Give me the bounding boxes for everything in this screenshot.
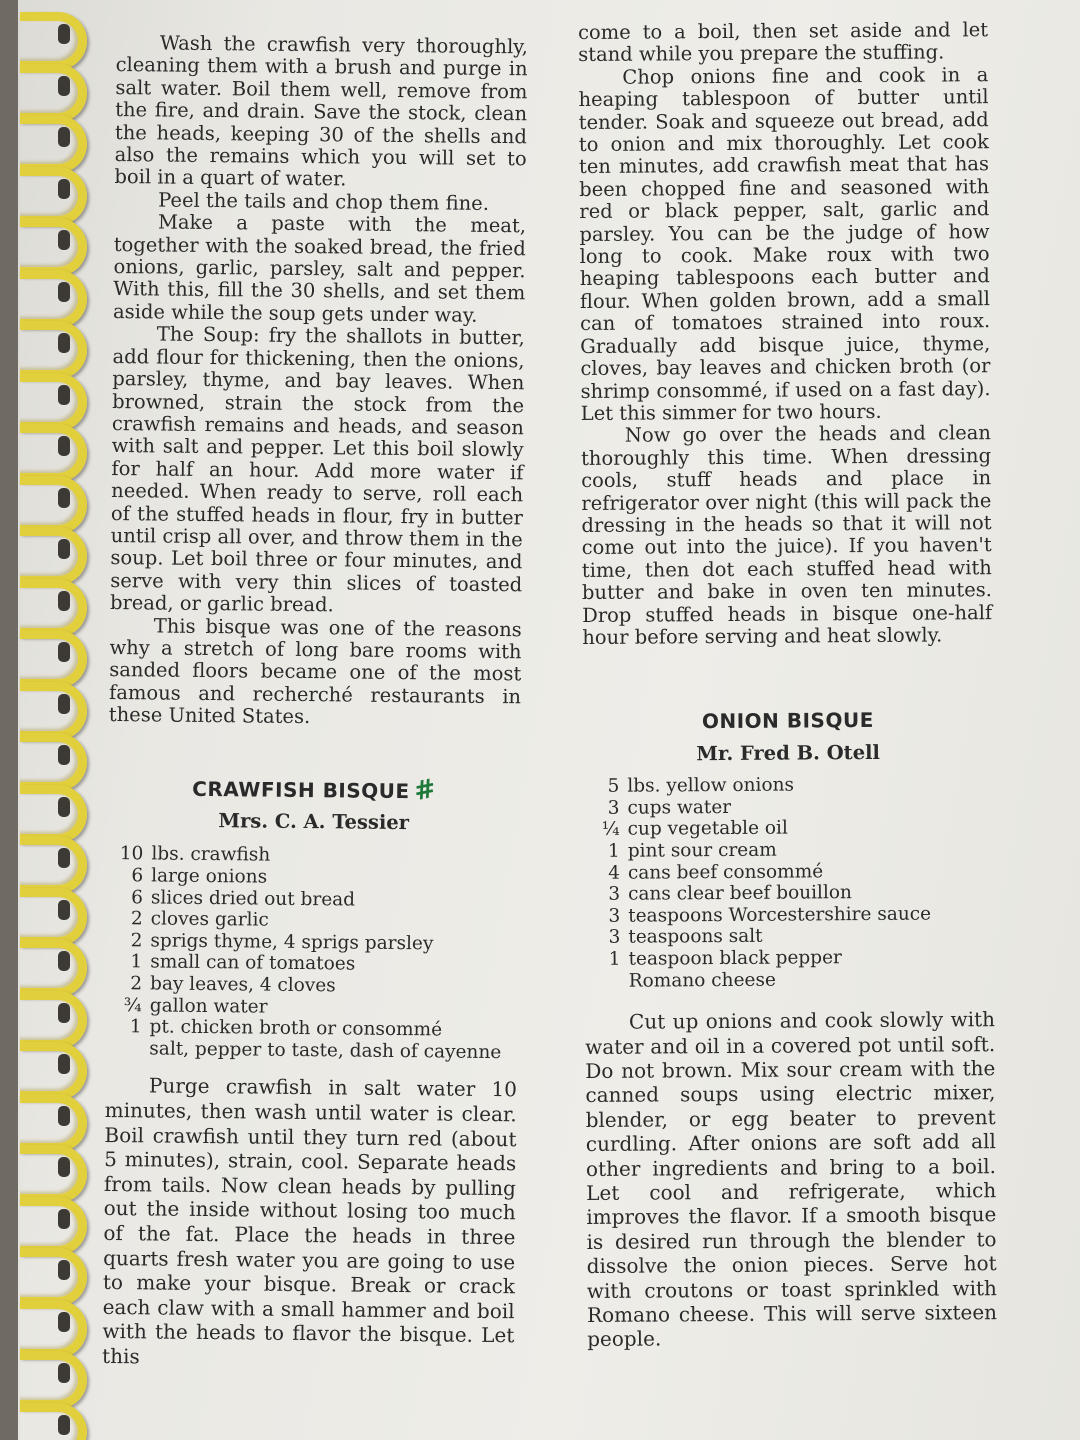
binding-hole xyxy=(58,385,70,405)
ingredient-text: pint sour cream xyxy=(627,839,777,862)
continued-paragraph: Chop onions fine and cook in a heaping tablespoon of butter until tender. Soak and squeeze out bread, add to onion and mix thoroughly. Let cook ten minutes, add crawfish meat that has been chopped fine and seasoned with red or black pepper, salt, garlic and parsley. You can be the judge of how long to cook. Make roux with two heaping tablespoons each butter and flour. When golden brown, add a small can of tomatoes strained into roux. Gradually add bisque juice, thyme, cloves, bay leaves and chicken broth (or shrimp consommé, if used on a fast day). Let this simmer for two hours. xyxy=(578,62,991,425)
ingredient-quantity: 4 xyxy=(608,862,621,884)
ingredient-text: lbs. crawfish xyxy=(151,843,271,867)
recipe-directions: Purge crawfish in salt water 10 minutes, then wash until water is clear. Boil crawfish until they turn red (about 5 minutes), strain, cool. Separate heads from tails. Now clean heads by pulling out the inside without losing too much of the fat. Place the heads in three quarts fresh water you are going to use to make your bisque. Break or crack each claw with a small hammer and boil with the heads to flavor the bisque. Let this xyxy=(102,1073,518,1369)
binding-ring xyxy=(20,115,87,173)
ingredient-text: cups water xyxy=(627,796,732,819)
ingredient-quantity: 2 xyxy=(130,929,143,952)
binding-ring xyxy=(20,527,87,585)
ingredient-text: teaspoon black pepper xyxy=(628,947,842,970)
binding-ring xyxy=(20,1248,87,1306)
recipe-directions: Cut up onions and cook slowly with water and oil in a covered pot until soft. Do not brown. Mix sour cream with the canned soups using electric mixer, blender, or egg beater to prevent curdling. After onions are soft add all other ingredients and bring to a boil. Let cool and refrigerate, which improves the flavor. If a smooth bisque is desired run through the blender to dissolve the onion pieces. Serve hot with croutons or toast sprinkled with Romano cheese. This will serve sixteen people. xyxy=(585,1007,998,1352)
ingredient-quantity xyxy=(585,970,629,992)
intro-paragraph: The Soup: fry the shallots in butter, add flour for thickening, then the onions, parsley, thyme, and bay leaves. When browned, strain the stock from the crawfish remains and heads, and season with salt and pepper. Let this boil slowly for half an hour. Add more water if needed. When ready to serve, roll each of the stuffed heads in flour, fry in butter until crisp all over, and throw them in the soup. Let boil three or four minutes, and serve with very thin slices of toasted bread, or garlic bread. xyxy=(109,322,525,617)
binding-hole xyxy=(58,848,70,868)
binding-ring xyxy=(20,1042,87,1100)
binding-ring xyxy=(20,270,87,328)
binding-ring xyxy=(20,321,87,379)
binding-hole xyxy=(58,230,70,250)
ingredient-item xyxy=(583,773,993,797)
right-column xyxy=(578,19,997,1352)
ingredient-quantity: 1 xyxy=(608,948,621,970)
ingredient-text: cloves garlic xyxy=(150,908,269,931)
binding-hole xyxy=(58,179,70,199)
recipe-author: Mr. Fred B. Otell xyxy=(696,740,880,765)
binding-ring xyxy=(20,836,87,894)
ingredient-quantity: 6 xyxy=(131,886,144,908)
binding-hole xyxy=(58,24,70,44)
ingredient-item xyxy=(584,924,994,948)
binding-hole xyxy=(58,1415,70,1435)
handwritten-mark: # xyxy=(410,772,439,807)
intro-paragraph: Make a paste with the meat, together with the soaked bread, the fried onions, garlic, parsley, salt and pepper. With this, fill the 30 shells, and set them aside while the soup gets under way. xyxy=(112,210,527,327)
binding-ring xyxy=(20,888,87,946)
ingredient-item xyxy=(584,816,994,840)
binding-hole xyxy=(58,127,70,147)
binding-hole xyxy=(58,1157,70,1177)
ingredient-text: cans beef consommé xyxy=(627,860,824,884)
continued-paragraph: Now go over the heads and clean thoroughly this time. When dressing cools, stuff heads and place in refrigerator over night (this will pack the dressing in the heads so that it will not come out into the juice). If you haven't time, then dot each stuffed head with butter and bake in oven ten minutes. Drop stuffed heads in bisque one-half hour before serving and heat slowly. xyxy=(580,421,993,649)
recipe-author: Mrs. C. A. Tessier xyxy=(218,809,410,835)
ingredient-item xyxy=(584,881,994,905)
binding-ring xyxy=(20,424,87,482)
binding-hole xyxy=(58,539,70,559)
ingredient-text: sprigs thyme, 4 sprigs parsley xyxy=(150,930,434,955)
ingredient-text: teaspoons Worcestershire sauce xyxy=(628,903,932,927)
ingredient-quantity: 1 xyxy=(607,840,620,862)
ingredient-text: cup vegetable oil xyxy=(627,817,788,841)
binding-hole xyxy=(58,488,70,508)
ingredient-text: cans clear beef bouillon xyxy=(628,882,852,905)
ingredient-text: Romano cheese xyxy=(628,969,776,992)
ingredient-quantity: ¼ xyxy=(601,819,620,841)
binding-hole xyxy=(58,642,70,662)
intro-paragraph: Wash the crawfish very thoroughly, cleaning them with a brush and purge in salt water. Boil them well, remove from the fire, and drain. Save the stock, clean the heads, keeping 30 of the shells and also the remains which you will set to boil in a quart of water. xyxy=(114,31,528,191)
binding-hole xyxy=(58,951,70,971)
ingredient-quantity: ¾ xyxy=(123,994,142,1016)
spiral-binding xyxy=(18,0,80,1440)
binding-ring xyxy=(20,630,87,688)
ingredient-quantity: 3 xyxy=(607,797,620,819)
ingredient-item xyxy=(584,860,994,884)
ingredient-item xyxy=(584,903,994,927)
ingredient-item xyxy=(584,838,994,862)
binding-ring xyxy=(20,682,87,740)
cookbook-page xyxy=(18,0,1080,1440)
binding-ring xyxy=(20,579,87,637)
ingredient-text: large onions xyxy=(151,865,268,888)
binding-hole xyxy=(58,1260,70,1280)
binding-hole xyxy=(58,1209,70,1229)
binding-ring xyxy=(20,733,87,791)
ingredient-quantity: 1 xyxy=(130,951,143,973)
binding-ring xyxy=(20,1351,87,1409)
binding-hole xyxy=(58,900,70,920)
binding-ring xyxy=(20,1145,87,1203)
ingredient-quantity: 2 xyxy=(130,973,143,995)
binding-hole xyxy=(58,745,70,765)
binding-hole xyxy=(58,1312,70,1332)
ingredient-quantity: 5 xyxy=(607,775,620,797)
binding-ring xyxy=(20,1197,87,1255)
ingredient-quantity: 10 xyxy=(119,843,144,865)
binding-ring xyxy=(20,785,87,843)
ingredient-quantity: 1 xyxy=(129,1016,142,1038)
ingredient-item xyxy=(105,1038,517,1064)
ingredient-text: teaspoons salt xyxy=(628,926,763,949)
ingredient-quantity: 2 xyxy=(130,908,143,930)
binding-ring xyxy=(20,939,87,997)
ingredient-item xyxy=(584,946,994,970)
ingredient-quantity: 3 xyxy=(608,883,621,905)
ingredient-quantity: 3 xyxy=(608,927,621,949)
ingredient-quantity: 3 xyxy=(608,905,621,927)
binding-ring xyxy=(20,1094,87,1152)
ingredient-list xyxy=(583,773,994,992)
binding-ring xyxy=(20,1403,87,1440)
binding-hole xyxy=(58,1054,70,1074)
binding-hole xyxy=(58,1363,70,1383)
ingredient-text: pt. chicken broth or consommé xyxy=(149,1016,443,1041)
binding-hole xyxy=(58,333,70,353)
ingredient-text: small can of tomatoes xyxy=(150,951,356,975)
binding-ring xyxy=(20,167,87,225)
binding-hole xyxy=(58,436,70,456)
ingredient-text: lbs. yellow onions xyxy=(627,774,795,797)
ingredient-quantity: 6 xyxy=(131,865,144,887)
binding-hole xyxy=(58,797,70,817)
continued-paragraph: come to a boil, then set aside and let stand while you prepare the stuffing. xyxy=(577,18,989,67)
ingredient-text: salt, pepper to taste, dash of cayenne xyxy=(149,1038,502,1063)
ingredient-list xyxy=(105,843,519,1063)
intro-paragraph: Peel the tails and chop them fine. xyxy=(158,188,490,215)
binding-hole xyxy=(58,76,70,96)
binding-ring xyxy=(20,64,87,122)
binding-ring xyxy=(20,1300,87,1358)
binding-hole xyxy=(58,1106,70,1126)
binding-ring xyxy=(20,373,87,431)
crawfish-bisque-title: CRAWFISH BISQUE xyxy=(192,776,410,803)
binding-hole xyxy=(58,1003,70,1023)
recipe-title: ONION BISQUE xyxy=(701,708,874,734)
binding-ring xyxy=(20,476,87,534)
binding-hole xyxy=(58,282,70,302)
binding-ring xyxy=(20,12,87,70)
binding-hole xyxy=(58,591,70,611)
ingredient-text: gallon water xyxy=(149,994,268,1018)
ingredient-text: bay leaves, 4 cloves xyxy=(149,973,336,997)
binding-hole xyxy=(58,694,70,714)
ingredient-item xyxy=(583,795,993,819)
binding-ring xyxy=(20,218,87,276)
ingredient-text: slices dried out bread xyxy=(150,887,356,911)
ingredient-item xyxy=(585,968,995,992)
ingredient-quantity xyxy=(105,1038,149,1060)
binding-ring xyxy=(20,991,87,1049)
intro-paragraph: This bisque was one of the reasons why a stretch of long bare rooms with sanded floors became one of the most famous and recherché restaurants in these United States. xyxy=(108,613,522,729)
left-column xyxy=(102,32,528,1373)
